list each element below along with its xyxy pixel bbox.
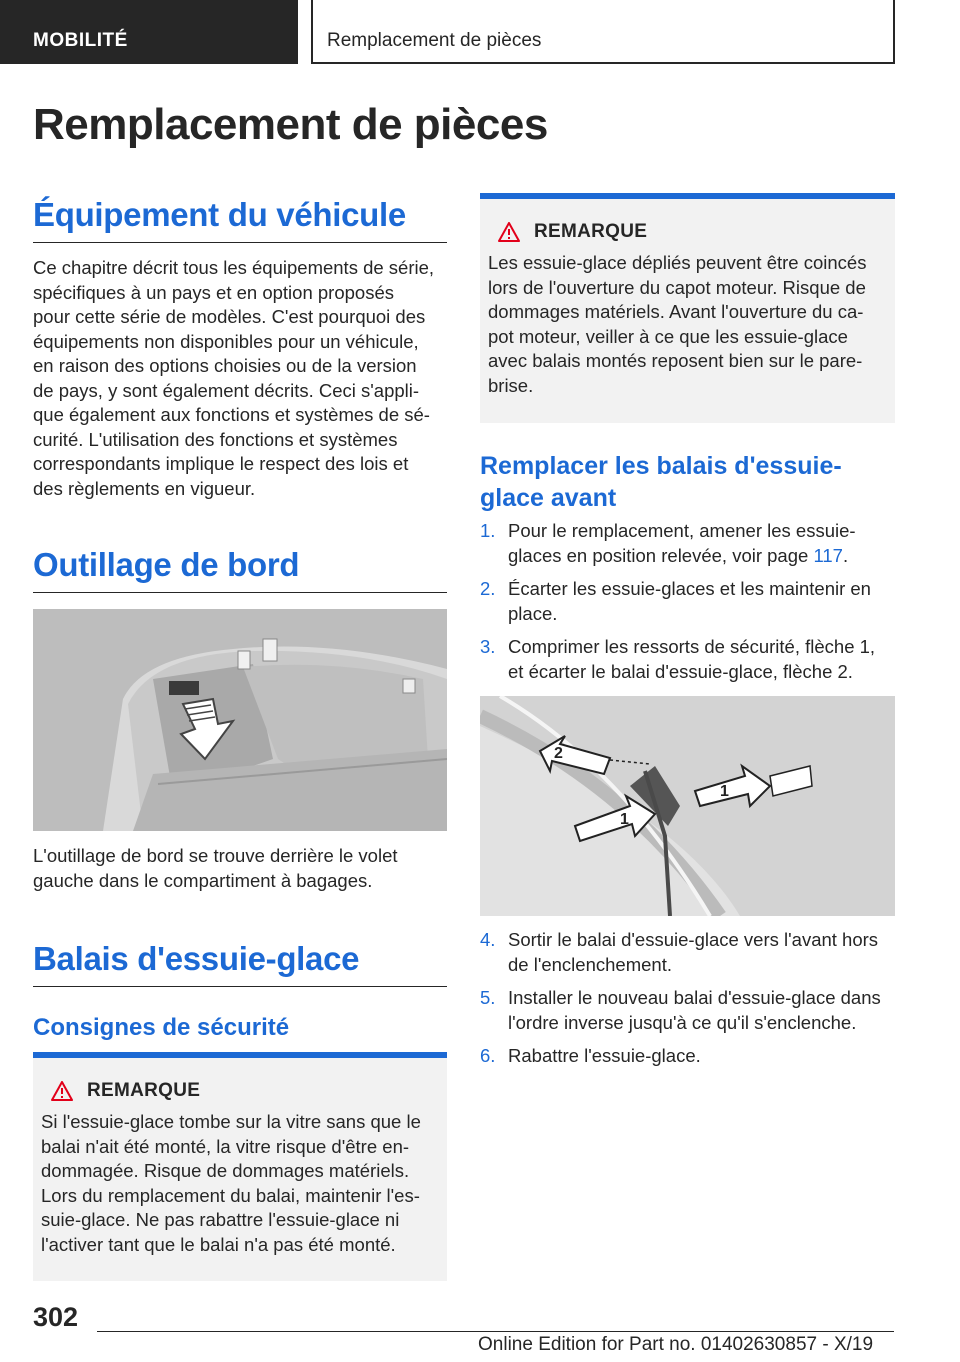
page-number: 302 [33, 1302, 79, 1332]
warning-triangle-icon [51, 1081, 73, 1101]
trunk-illustration [33, 609, 447, 831]
steps-list-2 [480, 928, 895, 1078]
step-item: 4. Sortir le balai d'essuie-glace vers l'avant hors de l'enclenchement. [480, 929, 879, 975]
equipment-paragraph: Ce chapitre décrit tous les équipements de série, spécifiques à un pays et en option proposés pour cette série de modèles. C'est pourquoi des équipements non disponibles pour un véhicule, en raison des options choisies ou de la version de pays, y sont également décrits. Ceci s'appli- que également aux fonctions et systèmes de sé- curité. L'utilisation des fonctions et systèmes correspondants implique le respect des lois et des règlements en vigueur. [33, 257, 435, 499]
replace-wipers-heading: Remplacer les balais d'essuie- glace avant [480, 452, 842, 512]
wiper-blade-illustration [480, 696, 895, 916]
warning-label: REMARQUE [534, 221, 648, 242]
section-tab: MOBILITÉ [0, 0, 298, 64]
step-item: 1. Pour le remplacement, amener les essuie- glaces en position relevée, voir page 117. [480, 520, 856, 566]
footer-divider [97, 1331, 894, 1332]
page-header [0, 0, 960, 66]
step-item: 5. Installer le nouveau balai d'essuie-glace dans l'ordre inverse jusqu'à ce qu'il s'enclenche. [480, 987, 881, 1033]
step-item: 6. Rabattre l'essuie-glace. [480, 1045, 701, 1066]
warning-text: Si l'essuie-glace tombe sur la vitre sans que le balai n'ait été monté, la vitre risque d'être en- dommagée. Risque de dommages matériels. Lors du remplacement du balai, maintenir l'es- suie-glace. Ne pas rabattre l'essuie-glace ni l'activer tant que le balai n'a pas été monté. [41, 1111, 421, 1255]
arrow-label-1a: 1 [620, 811, 629, 828]
warning-box-left [33, 1052, 447, 1281]
trunk-photo [33, 609, 447, 831]
arrow-label-2: 2 [554, 745, 563, 762]
safety-notes-heading: Consignes de sécurité [33, 1014, 290, 1041]
steps-list-1 [480, 519, 895, 693]
onboard-tools-heading: Outillage de bord [33, 546, 447, 593]
page-title: Remplacement de pièces [33, 100, 548, 149]
warning-header [488, 221, 881, 243]
wiper-blades-heading: Balais d'essuie-glace [33, 940, 447, 987]
chapter-tab: Remplacement de pièces [311, 0, 895, 64]
warning-text: Les essuie-glace dépliés peuvent être coincés lors de l'ouverture du capot moteur. Risque de dommages matériels. Avant l'ouverture du ca- pot moteur, veiller à ce que les essuie-glace avec balais montés reposent bien sur le pare- brise. [488, 252, 867, 396]
step-item: 3. Comprimer les ressorts de sécurité, flèche 1, et écarter le balai d'essuie-glace, flèche 2. [480, 636, 876, 682]
footer-edition: Online Edition for Part no. 01402630857 - X/19 [478, 1334, 874, 1355]
onboard-tools-caption: L'outillage de bord se trouve derrière le volet gauche dans le compartiment à bagages. [33, 845, 398, 891]
page-link[interactable]: 117 [813, 544, 843, 566]
equipment-heading: Équipement du véhicule [33, 196, 447, 243]
warning-header [41, 1080, 433, 1102]
warning-triangle-icon [498, 222, 520, 242]
step-item: 2. Écarter les essuie-glaces et les maintenir en place. [480, 578, 871, 624]
wiper-blade-photo [480, 696, 895, 916]
arrow-label-1b: 1 [720, 783, 729, 800]
warning-label: REMARQUE [87, 1080, 201, 1101]
warning-box-right [480, 193, 895, 423]
